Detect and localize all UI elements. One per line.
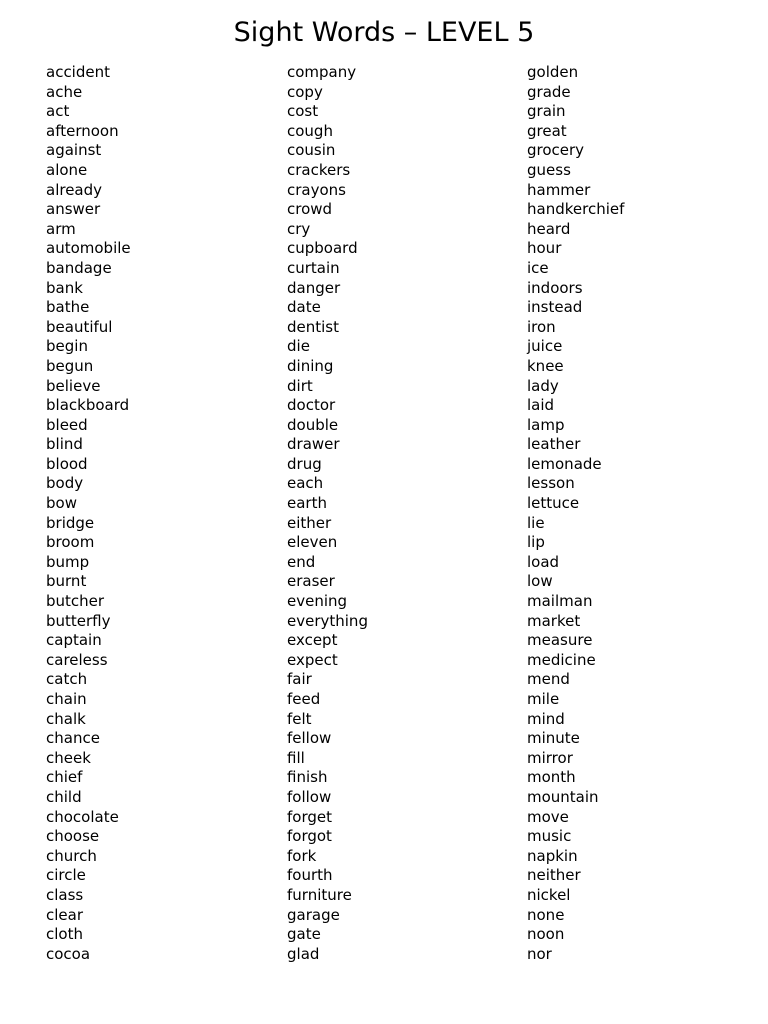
word-item: none	[527, 905, 565, 924]
word-item: afternoon	[46, 121, 119, 140]
word-item: circle	[46, 866, 86, 885]
word-item: chief	[46, 768, 83, 787]
word-item: crayons	[287, 180, 346, 199]
word-item: bank	[46, 278, 83, 297]
word-item: blind	[46, 435, 83, 454]
word-item: against	[46, 141, 102, 160]
word-item: body	[46, 474, 84, 493]
word-item: bandage	[46, 258, 112, 277]
word-item: furniture	[287, 885, 352, 904]
word-item: butterfly	[46, 611, 111, 630]
word-item: lettuce	[527, 494, 580, 513]
word-item: each	[287, 474, 324, 493]
word-item: already	[46, 180, 103, 199]
word-item: double	[287, 415, 339, 434]
word-item: grade	[527, 82, 571, 101]
word-item: gate	[287, 925, 321, 944]
word-item: nor	[527, 944, 552, 963]
word-item: felt	[287, 709, 312, 728]
word-item: golden	[527, 63, 579, 81]
word-item: low	[527, 572, 553, 591]
word-item: answer	[46, 200, 101, 219]
word-item: market	[527, 611, 581, 630]
word-item: child	[46, 787, 82, 806]
word-item: mile	[527, 690, 560, 708]
word-item: mirror	[527, 748, 573, 767]
word-item: cough	[287, 121, 333, 140]
word-item: either	[287, 513, 332, 532]
word-item: leather	[527, 435, 581, 454]
page-title: Sight Words – LEVEL 5	[233, 17, 535, 48]
word-item: lip	[527, 533, 545, 552]
word-item: copy	[287, 82, 323, 101]
word-item: cupboard	[287, 239, 358, 258]
word-item: load	[527, 552, 560, 571]
word-item: accident	[46, 63, 110, 81]
word-item: medicine	[527, 650, 596, 669]
word-item: laid	[527, 396, 555, 415]
word-item: bow	[46, 494, 77, 513]
word-item: cost	[287, 102, 319, 121]
word-item: eraser	[287, 572, 335, 591]
word-item: ache	[46, 82, 83, 101]
word-item: crackers	[287, 160, 351, 179]
word-item: bump	[46, 552, 90, 571]
word-item: noon	[527, 925, 565, 944]
word-item: lie	[527, 513, 545, 532]
word-item: blackboard	[46, 396, 130, 415]
word-item: careless	[46, 650, 108, 669]
word-item: forget	[287, 807, 332, 826]
word-item: begun	[46, 356, 94, 375]
word-item: die	[287, 337, 310, 356]
word-item: knee	[527, 356, 564, 375]
word-item: alone	[46, 160, 88, 179]
word-item: hammer	[527, 180, 591, 199]
word-item: grocery	[527, 141, 585, 160]
word-item: drug	[287, 454, 322, 473]
word-item: begin	[46, 337, 88, 356]
word-column-3	[527, 63, 624, 964]
word-item: act	[46, 102, 70, 121]
word-item: ice	[527, 258, 549, 277]
word-item: indoors	[527, 278, 583, 297]
word-item: mind	[527, 709, 565, 728]
word-item: catch	[46, 670, 88, 689]
word-item: garage	[287, 905, 340, 924]
word-column-1	[46, 63, 131, 964]
word-item: heard	[527, 219, 571, 238]
word-item: end	[287, 552, 316, 571]
word-item: lady	[527, 376, 559, 395]
word-item: napkin	[527, 846, 578, 865]
word-item: nickel	[527, 885, 571, 904]
word-item: mountain	[527, 787, 599, 806]
word-item: lesson	[527, 474, 575, 493]
word-item: great	[527, 121, 567, 140]
word-item: automobile	[46, 239, 131, 258]
word-column-2	[287, 63, 368, 964]
word-item: curtain	[287, 258, 340, 277]
word-item: chalk	[46, 709, 86, 728]
word-item: follow	[287, 787, 332, 806]
word-item: fork	[287, 846, 317, 865]
word-item: cocoa	[46, 944, 91, 963]
word-item: bridge	[46, 513, 95, 532]
word-item: juice	[527, 337, 563, 356]
word-item: earth	[287, 494, 327, 513]
word-item: handkerchief	[527, 200, 625, 219]
word-item: mend	[527, 670, 570, 689]
word-item: everything	[287, 611, 368, 630]
word-item: dirt	[287, 376, 313, 395]
word-item: cry	[287, 219, 311, 238]
word-item: except	[287, 631, 338, 650]
word-item: arm	[46, 219, 76, 238]
word-item: bathe	[46, 298, 90, 317]
word-item: chocolate	[46, 807, 119, 826]
word-item: dining	[287, 356, 334, 375]
word-item: lemonade	[527, 454, 602, 473]
word-item: crowd	[287, 200, 333, 219]
word-item: butcher	[46, 592, 105, 611]
word-item: church	[46, 846, 97, 865]
word-item: minute	[527, 729, 580, 748]
word-item: captain	[46, 631, 102, 650]
word-item: mailman	[527, 592, 593, 611]
word-item: move	[527, 807, 569, 826]
word-item: choose	[46, 827, 100, 846]
word-item: believe	[46, 376, 101, 395]
word-item: chance	[46, 729, 100, 748]
word-item: bleed	[46, 415, 88, 434]
word-item: expect	[287, 650, 338, 669]
word-item: blood	[46, 454, 88, 473]
word-item: danger	[287, 278, 341, 297]
word-item: doctor	[287, 396, 336, 415]
word-item: feed	[287, 690, 321, 708]
word-item: evening	[287, 592, 348, 611]
word-item: burnt	[46, 572, 87, 591]
word-item: grain	[527, 102, 566, 121]
word-item: measure	[527, 631, 593, 650]
word-item: fill	[287, 748, 305, 767]
word-item: fair	[287, 670, 312, 689]
word-item: finish	[287, 768, 328, 787]
word-item: clear	[46, 905, 84, 924]
word-item: guess	[527, 160, 571, 179]
word-item: broom	[46, 533, 95, 552]
word-item: instead	[527, 298, 583, 317]
word-item: glad	[287, 944, 320, 963]
word-item: date	[287, 298, 321, 317]
word-item: chain	[46, 690, 87, 708]
word-item: fellow	[287, 729, 332, 748]
word-item: dentist	[287, 317, 340, 336]
word-item: forgot	[287, 827, 332, 846]
word-item: month	[527, 768, 576, 787]
word-item: cheek	[46, 748, 91, 767]
word-item: company	[287, 63, 357, 81]
word-item: beautiful	[46, 317, 113, 336]
word-item: hour	[527, 239, 562, 258]
word-item: music	[527, 827, 572, 846]
word-item: eleven	[287, 533, 338, 552]
word-item: neither	[527, 866, 581, 885]
word-item: iron	[527, 317, 556, 336]
word-item: class	[46, 885, 84, 904]
word-item: lamp	[527, 415, 565, 434]
word-item: cousin	[287, 141, 336, 160]
word-item: cloth	[46, 925, 83, 944]
word-item: drawer	[287, 435, 340, 454]
word-item: fourth	[287, 866, 333, 885]
